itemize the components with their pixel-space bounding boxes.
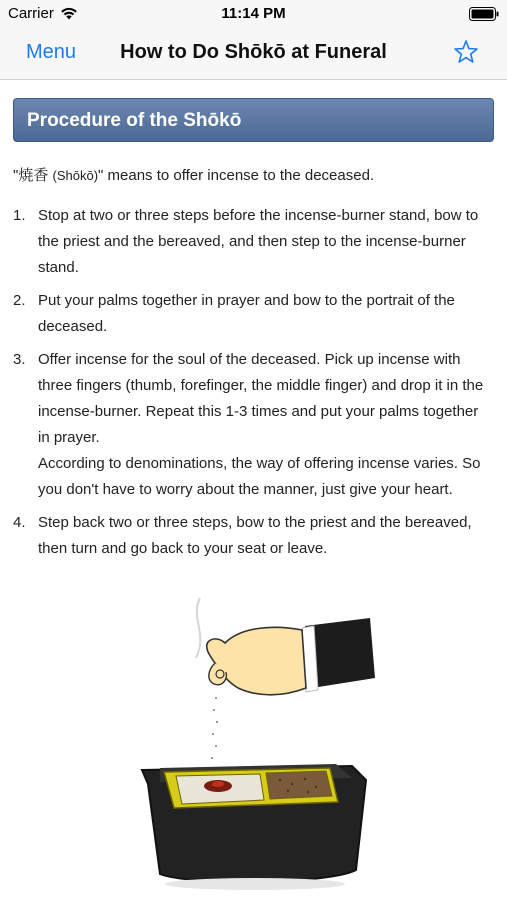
step-number: 2. [13,292,26,309]
step-number: 1. [13,207,26,224]
step-item [13,510,493,562]
star-icon[interactable] [453,39,479,65]
step-text: Put your palms together in prayer and bow to the portrait of the deceased. [38,292,455,335]
battery-icon [469,7,499,21]
incense-offering-illustration [130,588,380,893]
navigation-bar [0,28,507,80]
menu-button[interactable]: Menu [26,41,77,63]
intro-open: "焼香 [13,167,53,184]
steps-list [13,203,493,569]
step-text: Step back two or three steps, bow to the priest and the bereaved, then turn and go back to your seat or leave. [38,514,472,557]
step-number: 4. [13,514,26,531]
intro-paren: (Shōkō) [52,168,99,183]
section-header: Procedure of the Shōkō [13,98,494,142]
step-text: Offer incense for the soul of the deceased. Pick up incense with three fingers (thumb, forefinger, the middle finger) and drop it in the incense-burner. Repeat this 1-3 times and put your palms together in prayer. [38,351,484,446]
status-bar [0,0,507,28]
step-note: According to denominations, the way of offering incense varies. So you don't have to worry about the manner, just give your heart. [38,455,481,498]
step-number: 3. [13,351,26,368]
content-area[interactable] [0,80,507,900]
step-text: Stop at two or three steps before the incense-burner stand, bow to the priest and the bereaved, and then step to the incense-burner stand. [38,207,479,276]
step-item [13,347,493,503]
step-item [13,288,493,340]
carrier-label: Carrier [8,5,54,22]
status-time: 11:14 PM [221,5,286,22]
page-title: How to Do Shōkō at Funeral [120,41,387,63]
step-item [13,203,493,281]
intro-rest: " means to offer incense to the deceased. [98,167,375,184]
intro-text [13,164,493,185]
